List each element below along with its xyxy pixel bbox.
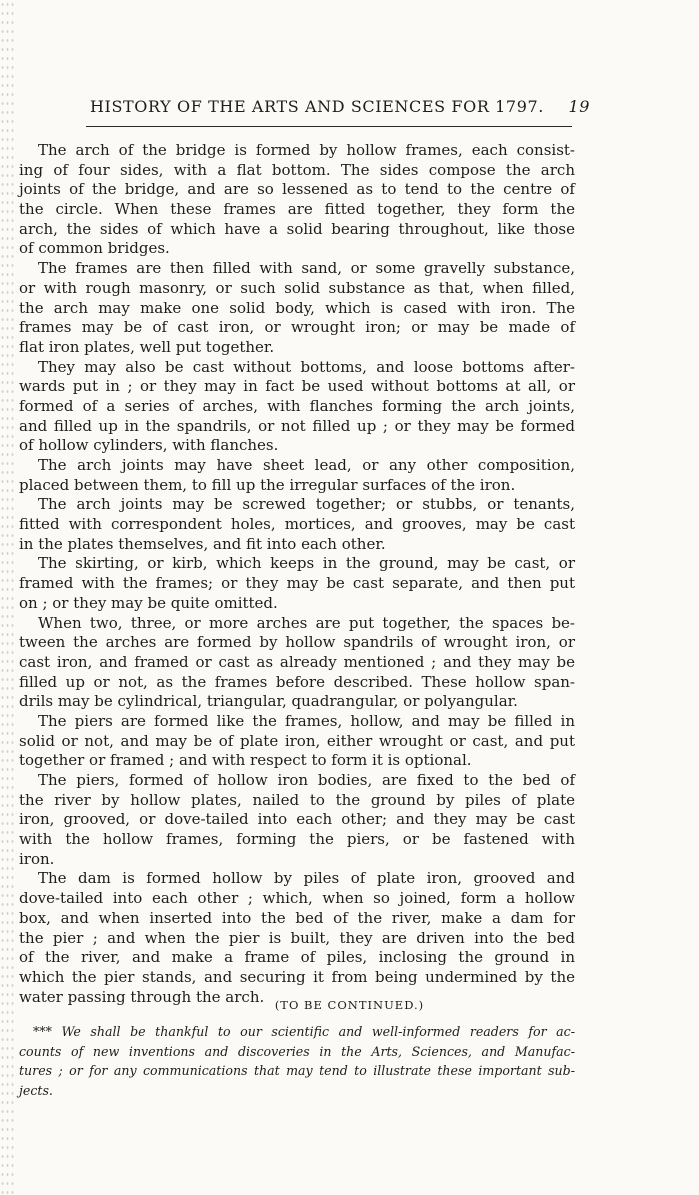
- running-head-title: HISTORY OF THE ARTS AND SCIENCES FOR 1797.: [90, 97, 544, 116]
- text-line: of common bridges.: [19, 239, 170, 258]
- paragraph: [19, 554, 575, 613]
- header-rule: [86, 126, 572, 127]
- footnote-line: tures ; or for any communications that may tend to illustrate these important sub-: [19, 1063, 575, 1078]
- footnote-line: *** We shall be thankful to our scientific and well-informed readers for ac-: [33, 1024, 575, 1039]
- text-line: water passing through the arch.: [19, 987, 265, 1006]
- text-line: cast iron, and framed or cast as already mentioned ; and they may be: [19, 652, 575, 671]
- text-line: together or framed ; and with respect to form it is optional.: [19, 751, 472, 770]
- footnote-line: jects.: [19, 1082, 53, 1098]
- text-line: box, and when inserted into the bed of the river, make a dam for: [19, 908, 575, 927]
- footnote-line: counts of new inventions and discoveries in the Arts, Sciences, and Manufac-: [19, 1043, 575, 1059]
- paragraph: [19, 495, 575, 554]
- paragraph: [19, 614, 575, 712]
- text-line: on ; or they may be quite omitted.: [19, 593, 278, 612]
- text-line: dove-tailed into each other ; which, when so joined, form a hollow: [19, 889, 575, 908]
- text-line: filled up or not, as the frames before described. These hollow span-: [19, 672, 575, 691]
- text-line: frames may be of cast iron, or wrought iron; or may be made of: [19, 318, 575, 337]
- text-line: formed of a series of arches, with flanches forming the arch joints,: [19, 396, 575, 415]
- text-line: tween the arches are formed by hollow spandrils of wrought iron, or: [19, 633, 575, 652]
- text-line: flat iron plates, well put together.: [19, 337, 275, 356]
- text-line: framed with the frames; or they may be cast separate, and then put: [19, 574, 575, 593]
- footnote: [19, 1022, 575, 1100]
- text-line: arch, the sides of which have a solid bearing throughout, like those: [19, 219, 575, 238]
- paragraph: [19, 712, 575, 771]
- text-line: The dam is formed hollow by piles of plate iron, grooved and: [38, 869, 575, 888]
- text-line: The frames are then filled with sand, or some gravelly substance,: [38, 259, 575, 278]
- text-line: with the hollow frames, forming the piers, or be fastened with: [19, 830, 575, 849]
- paragraph: [19, 456, 575, 495]
- text-line: ing of four sides, with a flat bottom. The sides compose the arch: [19, 160, 575, 179]
- text-line: The piers are formed like the frames, hollow, and may be filled in: [38, 711, 575, 730]
- text-line: They may also be cast without bottoms, and loose bottoms after-: [38, 357, 575, 376]
- text-line: or with rough masonry, or such solid substance as that, when filled,: [19, 278, 575, 297]
- text-line: the circle. When these frames are fitted together, they form the: [19, 200, 575, 219]
- to-be-continued-note: (TO BE CONTINUED.): [274, 998, 425, 1012]
- body-text: [19, 141, 575, 1007]
- text-line: placed between them, to fill up the irregular surfaces of the iron.: [19, 475, 516, 494]
- text-line: The skirting, or kirb, which keeps in the ground, may be cast, or: [38, 554, 575, 573]
- text-line: of the river, and make a frame of piles, inclosing the ground in: [19, 948, 575, 967]
- text-line: The piers, formed of hollow iron bodies, are fixed to the bed of: [38, 771, 575, 789]
- text-line: fitted with correspondent holes, mortices, and grooves, may be cast: [19, 515, 575, 534]
- text-line: The arch joints may have sheet lead, or any other composition,: [38, 456, 575, 474]
- text-line: iron.: [19, 849, 55, 868]
- text-line: in the plates themselves, and fit into each other.: [19, 534, 386, 553]
- text-line: the arch may make one solid body, which is cased with iron. The: [19, 298, 575, 317]
- text-line: The arch joints may be screwed together; or stubbs, or tenants,: [38, 495, 575, 514]
- text-line: The arch of the bridge is formed by hollow frames, each consist-: [38, 141, 575, 159]
- paragraph: [19, 358, 575, 456]
- text-line: the pier ; and when the pier is built, they are driven into the bed: [19, 928, 575, 947]
- paragraph: [19, 259, 575, 357]
- paragraph: [19, 141, 575, 259]
- text-line: which the pier stands, and securing it from being undermined by the: [19, 967, 575, 986]
- text-line: wards put in ; or they may in fact be used without bottoms at all, or: [19, 377, 575, 396]
- text-line: drils may be cylindrical, triangular, quadrangular, or polyangular.: [19, 692, 518, 711]
- text-line: and filled up in the spandrils, or not filled up ; or they may be formed: [19, 416, 575, 435]
- text-line: joints of the bridge, and are so lessened as to tend to the centre of: [19, 180, 575, 199]
- text-line: When two, three, or more arches are put together, the spaces be-: [38, 613, 575, 632]
- page-number: 19: [568, 97, 590, 116]
- paragraph: [19, 771, 575, 869]
- text-line: the river by hollow plates, nailed to the ground by piles of plate: [19, 790, 575, 809]
- text-line: solid or not, and may be of plate iron, either wrought or cast, and put: [19, 731, 575, 750]
- paragraph: [19, 869, 575, 1007]
- text-line: of hollow cylinders, with flanches.: [19, 436, 279, 455]
- page-edge-texture: [0, 0, 14, 1195]
- text-line: iron, grooved, or dove-tailed into each other; and they may be cast: [19, 810, 575, 829]
